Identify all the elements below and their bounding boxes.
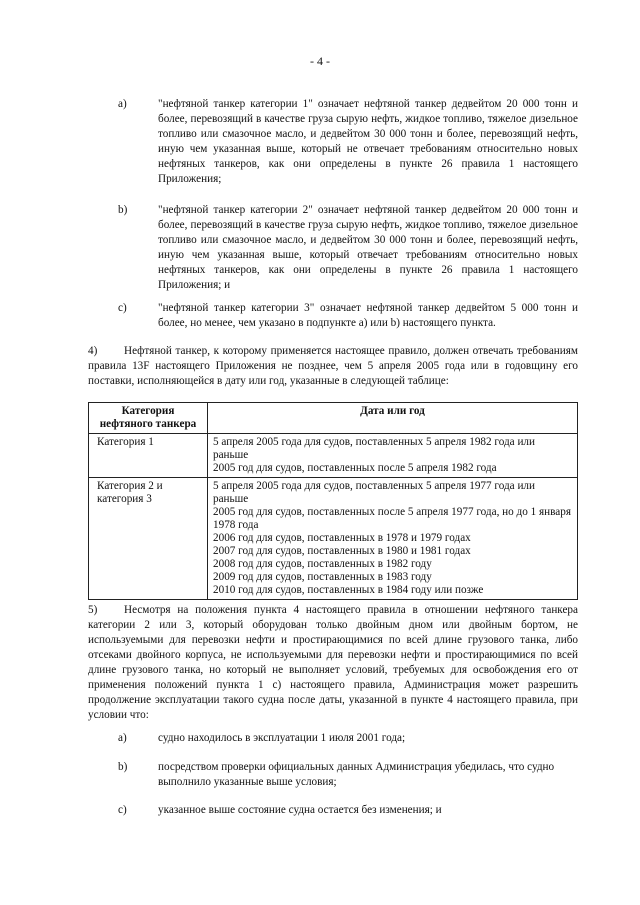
category-cell: Категория 1 — [89, 434, 208, 478]
date-line: 2008 год для судов, поставленных в 1982 году — [213, 558, 432, 570]
condition-b — [118, 760, 578, 790]
condition-c — [118, 803, 578, 818]
date-line: 2010 год для судов, поставленных в 1984 году или позже — [213, 584, 484, 596]
date-line: 2007 год для судов, поставленных в 1980 и 1981 годах — [213, 545, 471, 557]
category-cell: Категория 2 и категория 3 — [89, 478, 208, 600]
definition-b — [118, 203, 578, 293]
column-header-category: Категория нефтяного танкера — [89, 403, 208, 434]
date-line: 5 апреля 2005 года для судов, поставленных 5 апреля 1982 года или раньше — [213, 436, 535, 461]
paragraph-number: 4) — [88, 345, 98, 357]
table-row — [89, 478, 578, 600]
column-header-date: Дата или год — [208, 403, 578, 434]
condition-label: c) — [118, 804, 127, 816]
definition-c — [118, 301, 578, 331]
dates-cell — [208, 478, 578, 600]
paragraph-5 — [88, 603, 578, 723]
definition-text: "нефтяной танкер категории 2" означает нефтяной танкер дедвейтом 20 000 тонн и более, перевозящий в качестве груза сырую нефть, жидкое топливо, тяжелое дизельное топливо или смазочное масло, и дедвейтом 30 000 тонн и более, перевозящий нефть, иную чем указанная выше, который отвечает требованиям относительно новых нефтяных танкеров, как они определены в пункте 26 правила 1 настоящего Приложения; и — [158, 204, 578, 291]
definition-text: "нефтяной танкер категории 1" означает нефтяной танкер дедвейтом 20 000 тонн и более, перевозящий в качестве груза сырую нефть, жидкое топливо, тяжелое дизельное топливо или смазочное масло, и дедвейтом 30 000 тонн и более, перевозящий нефть, иную чем указанная выше, который не отвечает требованиям относительно новых нефтяных танкеров, как они определены в пункте 26 правила 1 настоящего Приложения; — [158, 98, 578, 185]
condition-a — [118, 731, 578, 746]
condition-label: b) — [118, 761, 128, 773]
paragraph-text: Нефтяной танкер, к которому применяется настоящее правило, должен отвечать требованиям правила 13F настоящего Приложения не позднее, чем 5 апреля 2005 года или в годовщину его поставки, исполняющейся в дату или год, указанные в следующей таблице: — [88, 345, 578, 387]
dates-cell — [208, 434, 578, 478]
table-header-row — [89, 403, 578, 434]
page-number: - 4 - — [310, 54, 330, 68]
definition-label: c) — [118, 302, 127, 314]
definition-label: b) — [118, 204, 128, 216]
definition-label: a) — [118, 98, 127, 110]
condition-text: судно находилось в эксплуатации 1 июля 2001 года; — [158, 732, 406, 744]
date-line: 2005 год для судов, поставленных после 5 апреля 1982 года — [213, 462, 497, 474]
deadline-table — [88, 402, 578, 600]
date-line: 2005 год для судов, поставленных после 5 апреля 1977 года, но до 1 января 1978 года — [213, 506, 571, 531]
paragraph-4 — [88, 344, 578, 389]
paragraph-number: 5) — [88, 604, 98, 616]
date-line: 5 апреля 2005 года для судов, поставленных 5 апреля 1977 года или раньше — [213, 480, 535, 505]
condition-label: a) — [118, 732, 127, 744]
condition-text: указанное выше состояние судна остается без изменения; и — [158, 804, 442, 816]
definition-text: "нефтяной танкер категории 3" означает нефтяной танкер дедвейтом 5 000 тонн и более, но менее, чем указано в подпункте a) или b) настоящего пункта. — [158, 302, 578, 329]
table-row — [89, 434, 578, 478]
condition-text: посредством проверки официальных данных Администрация убедилась, что судно выполнило указанные выше условия; — [158, 761, 555, 788]
paragraph-text: Несмотря на положения пункта 4 настоящего правила в отношении нефтяного танкера категории 2 или 3, который оборудован только двойным дном или двойным бортом, не используемыми для перевозки нефти и простирающимися по всей длине грузового танка, либо отсеками двойного корпуса, не используемыми для перевозки нефти и простирающимися по всей длине грузового танка, но который не выполняет условий, требуемых для освобождения его от применения положений пункта 1 c) настоящего правила, Администрация может разрешить продолжение эксплуатации такого судна после даты, указанной в пункте 4 настоящего правила, при условии что: — [88, 604, 578, 721]
date-line: 2009 год для судов, поставленных в 1983 году — [213, 571, 432, 583]
date-line: 2006 год для судов, поставленных в 1978 и 1979 годах — [213, 532, 471, 544]
definition-a — [118, 97, 578, 187]
